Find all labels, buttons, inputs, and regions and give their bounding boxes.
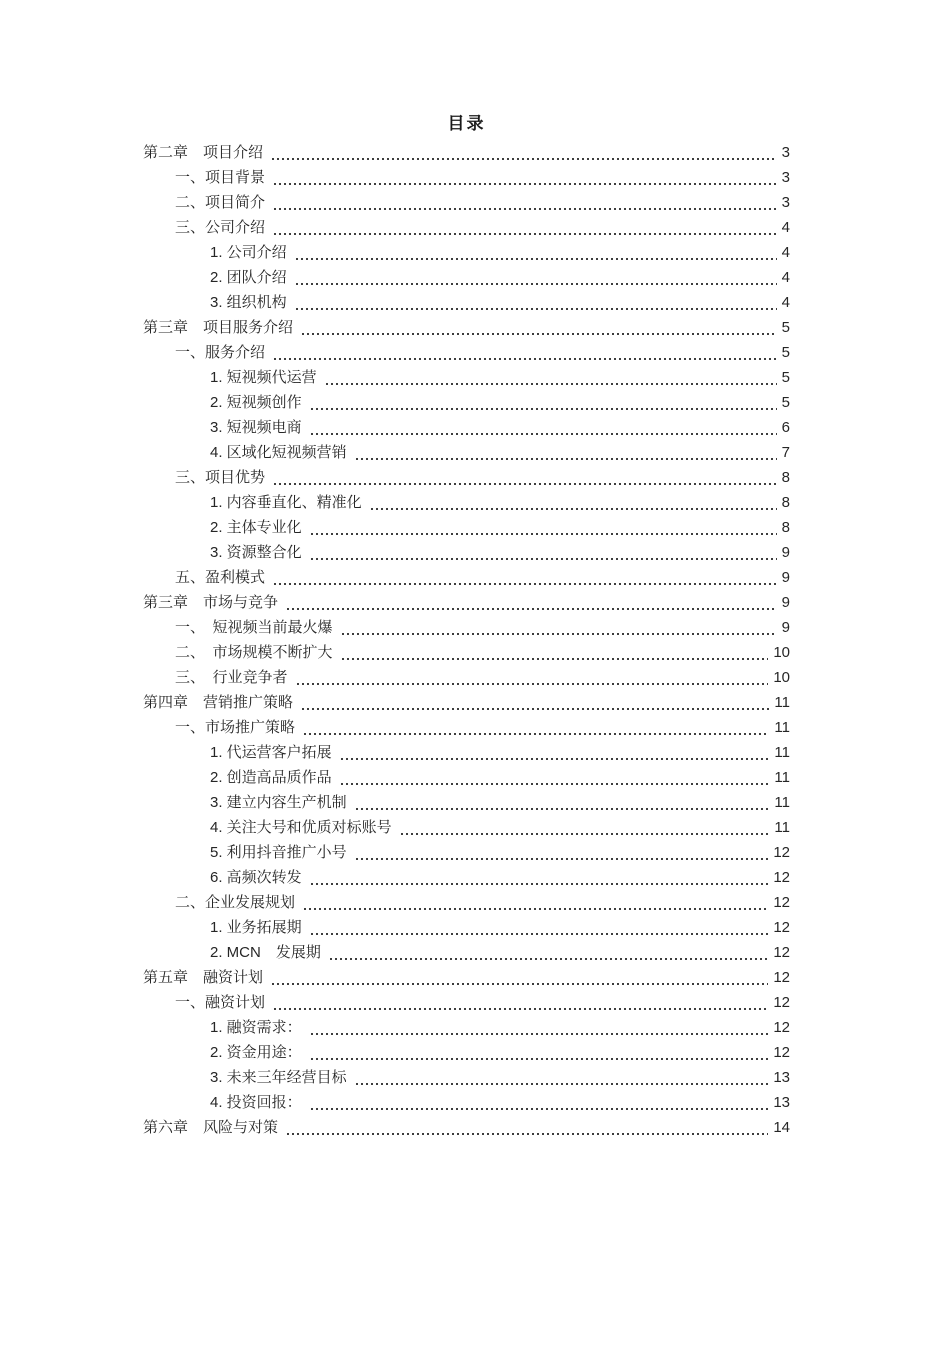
toc-entry[interactable] bbox=[143, 465, 790, 490]
toc-entry[interactable] bbox=[143, 840, 790, 865]
toc-entry-text: 一、服务介绍 bbox=[175, 344, 266, 361]
dot-leader bbox=[274, 340, 777, 365]
page-number: 4 bbox=[781, 269, 790, 286]
toc-entry[interactable] bbox=[143, 640, 790, 665]
toc-entry[interactable] bbox=[143, 565, 790, 590]
toc-entry-text: 2. 资金用途： bbox=[210, 1044, 302, 1061]
toc-entry[interactable] bbox=[143, 1065, 790, 1090]
toc-entry[interactable] bbox=[143, 1115, 790, 1140]
toc-entry[interactable] bbox=[143, 390, 790, 415]
page-number: 5 bbox=[781, 369, 790, 386]
dot-leader bbox=[302, 690, 769, 715]
dot-leader bbox=[297, 665, 769, 690]
toc-entry-text: 第二章 项目介绍 bbox=[143, 144, 264, 161]
page-number: 4 bbox=[781, 244, 790, 261]
toc-entry-text: 2. MCN 发展期 bbox=[210, 944, 321, 961]
toc-entry[interactable] bbox=[143, 690, 790, 715]
page-number: 12 bbox=[773, 1044, 790, 1061]
toc-entry[interactable] bbox=[143, 965, 790, 990]
dot-leader bbox=[311, 915, 769, 940]
page-number: 7 bbox=[781, 444, 790, 461]
dot-leader bbox=[356, 790, 770, 815]
page-number: 9 bbox=[781, 544, 790, 561]
toc-entry-text: 4. 关注大号和优质对标账号 bbox=[210, 819, 392, 836]
toc-entry-text: 3. 建立内容生产机制 bbox=[210, 794, 347, 811]
toc-entry-text: 6. 高频次转发 bbox=[210, 869, 302, 886]
toc-entry[interactable] bbox=[143, 615, 790, 640]
toc-entry[interactable] bbox=[143, 265, 790, 290]
toc-entry-text: 二、 市场规模不断扩大 bbox=[175, 644, 333, 661]
toc-entry-text: 3. 资源整合化 bbox=[210, 544, 302, 561]
dot-leader bbox=[296, 240, 777, 265]
toc-entry[interactable] bbox=[143, 540, 790, 565]
page-number: 12 bbox=[773, 994, 790, 1011]
toc-entry[interactable] bbox=[143, 415, 790, 440]
toc-entry-text: 一、项目背景 bbox=[175, 169, 266, 186]
page-number: 11 bbox=[774, 719, 790, 736]
toc-entry-text: 3. 未来三年经营目标 bbox=[210, 1069, 347, 1086]
toc-entry[interactable] bbox=[143, 790, 790, 815]
toc-entry-text: 二、项目简介 bbox=[175, 194, 266, 211]
toc-entry[interactable] bbox=[143, 215, 790, 240]
toc-entry[interactable] bbox=[143, 1090, 790, 1115]
dot-leader bbox=[342, 615, 777, 640]
page-number: 3 bbox=[781, 144, 790, 161]
toc-entry[interactable] bbox=[143, 165, 790, 190]
page-number: 9 bbox=[781, 619, 790, 636]
toc-entry-text: 1. 代运营客户拓展 bbox=[210, 744, 332, 761]
toc-entry[interactable] bbox=[143, 715, 790, 740]
toc-content bbox=[143, 110, 790, 1140]
dot-leader bbox=[311, 865, 769, 890]
toc-entry-text: 1. 短视频代运营 bbox=[210, 369, 317, 386]
dot-leader bbox=[304, 715, 769, 740]
toc-entry-text: 第三章 项目服务介绍 bbox=[143, 319, 294, 336]
dot-leader bbox=[356, 1065, 769, 1090]
dot-leader bbox=[326, 365, 777, 390]
dot-leader bbox=[356, 440, 777, 465]
toc-entry[interactable] bbox=[143, 940, 790, 965]
dot-leader bbox=[287, 1115, 768, 1140]
page-number: 11 bbox=[774, 769, 790, 786]
dot-leader bbox=[311, 415, 777, 440]
toc-entry[interactable] bbox=[143, 290, 790, 315]
toc-entry-text: 5. 利用抖音推广小号 bbox=[210, 844, 347, 861]
page-number: 9 bbox=[781, 594, 790, 611]
dot-leader bbox=[274, 565, 777, 590]
toc-entry-text: 2. 主体专业化 bbox=[210, 519, 302, 536]
toc-entry-text: 1. 公司介绍 bbox=[210, 244, 287, 261]
page-number: 8 bbox=[781, 469, 790, 486]
page-number: 13 bbox=[773, 1069, 790, 1086]
toc-entry-text: 二、企业发展规划 bbox=[175, 894, 296, 911]
toc-entry-text: 三、公司介绍 bbox=[175, 219, 266, 236]
toc-entry-text: 1. 融资需求： bbox=[210, 1019, 302, 1036]
page-number: 12 bbox=[773, 844, 790, 861]
toc-entry[interactable] bbox=[143, 765, 790, 790]
dot-leader bbox=[311, 390, 777, 415]
page-number: 12 bbox=[773, 894, 790, 911]
toc-entry-text: 一、市场推广策略 bbox=[175, 719, 296, 736]
dot-leader bbox=[304, 890, 768, 915]
toc-entry-text: 三、 行业竞争者 bbox=[175, 669, 288, 686]
dot-leader bbox=[274, 990, 768, 1015]
page-number: 12 bbox=[773, 969, 790, 986]
toc-entry-text: 4. 投资回报： bbox=[210, 1094, 302, 1111]
toc-entry-text: 五、盈利模式 bbox=[175, 569, 266, 586]
dot-leader bbox=[311, 515, 777, 540]
page-number: 4 bbox=[781, 219, 790, 236]
toc-entry[interactable] bbox=[143, 590, 790, 615]
page-number: 5 bbox=[781, 319, 790, 336]
page-number: 8 bbox=[781, 494, 790, 511]
toc-entry-text: 4. 区域化短视频营销 bbox=[210, 444, 347, 461]
dot-leader bbox=[296, 265, 777, 290]
dot-leader bbox=[274, 190, 777, 215]
toc-entry[interactable] bbox=[143, 515, 790, 540]
toc-entry[interactable] bbox=[143, 890, 790, 915]
toc-entry[interactable] bbox=[143, 490, 790, 515]
toc-entry-text: 三、项目优势 bbox=[175, 469, 266, 486]
dot-leader bbox=[274, 465, 777, 490]
toc-entry[interactable] bbox=[143, 1015, 790, 1040]
toc-entry[interactable] bbox=[143, 665, 790, 690]
toc-entry-text: 第六章 风险与对策 bbox=[143, 1119, 279, 1136]
page-number: 10 bbox=[773, 644, 790, 661]
page-number: 3 bbox=[781, 194, 790, 211]
toc-entry-text: 一、 短视频当前最火爆 bbox=[175, 619, 333, 636]
dot-leader bbox=[330, 940, 768, 965]
toc-entry[interactable] bbox=[143, 1040, 790, 1065]
page-number: 12 bbox=[773, 869, 790, 886]
page-number: 14 bbox=[773, 1119, 790, 1136]
toc-entry-text: 1. 业务拓展期 bbox=[210, 919, 302, 936]
toc-entry-text: 第四章 营销推广策略 bbox=[143, 694, 294, 711]
dot-leader bbox=[311, 540, 777, 565]
toc-entry[interactable] bbox=[143, 915, 790, 940]
dot-leader bbox=[311, 1090, 769, 1115]
dot-leader bbox=[274, 165, 777, 190]
toc-entry-text: 3. 组织机构 bbox=[210, 294, 287, 311]
toc-entry[interactable] bbox=[143, 140, 790, 165]
toc-entry[interactable] bbox=[143, 315, 790, 340]
dot-leader bbox=[341, 740, 770, 765]
dot-leader bbox=[272, 140, 777, 165]
page-number: 12 bbox=[773, 944, 790, 961]
toc-entry-text: 第三章 市场与竞争 bbox=[143, 594, 279, 611]
page-number: 5 bbox=[781, 344, 790, 361]
page-number: 13 bbox=[773, 1094, 790, 1111]
toc-entry[interactable] bbox=[143, 990, 790, 1015]
toc-list bbox=[143, 140, 790, 1140]
toc-entry[interactable] bbox=[143, 815, 790, 840]
dot-leader bbox=[296, 290, 777, 315]
dot-leader bbox=[272, 965, 768, 990]
dot-leader bbox=[302, 315, 777, 340]
dot-leader bbox=[342, 640, 769, 665]
page-number: 12 bbox=[773, 1019, 790, 1036]
toc-entry[interactable] bbox=[143, 440, 790, 465]
toc-entry-text: 3. 短视频电商 bbox=[210, 419, 302, 436]
page-number: 12 bbox=[773, 919, 790, 936]
dot-leader bbox=[311, 1015, 769, 1040]
page-number: 9 bbox=[781, 569, 790, 586]
dot-leader bbox=[341, 765, 770, 790]
page-number: 4 bbox=[781, 294, 790, 311]
dot-leader bbox=[274, 215, 777, 240]
toc-entry[interactable] bbox=[143, 740, 790, 765]
page-number: 6 bbox=[781, 419, 790, 436]
dot-leader bbox=[356, 840, 769, 865]
toc-entry[interactable] bbox=[143, 865, 790, 890]
page-number: 3 bbox=[781, 169, 790, 186]
toc-title: 目录 bbox=[447, 114, 486, 133]
toc-entry-text: 一、融资计划 bbox=[175, 994, 266, 1011]
dot-leader bbox=[311, 1040, 769, 1065]
page-number: 5 bbox=[781, 394, 790, 411]
page-number: 10 bbox=[773, 669, 790, 686]
dot-leader bbox=[401, 815, 770, 840]
toc-entry-text: 2. 团队介绍 bbox=[210, 269, 287, 286]
toc-entry[interactable] bbox=[143, 190, 790, 215]
toc-entry[interactable] bbox=[143, 240, 790, 265]
dot-leader bbox=[287, 590, 777, 615]
toc-entry-text: 2. 短视频创作 bbox=[210, 394, 302, 411]
page-number: 11 bbox=[774, 694, 790, 711]
dot-leader bbox=[371, 490, 777, 515]
toc-entry-text: 1. 内容垂直化、精准化 bbox=[210, 494, 362, 511]
toc-entry[interactable] bbox=[143, 365, 790, 390]
toc-entry-text: 第五章 融资计划 bbox=[143, 969, 264, 986]
toc-entry[interactable] bbox=[143, 340, 790, 365]
page-number: 11 bbox=[774, 794, 790, 811]
page-number: 11 bbox=[774, 819, 790, 836]
toc-entry-text: 2. 创造高品质作品 bbox=[210, 769, 332, 786]
page-number: 8 bbox=[781, 519, 790, 536]
page-number: 11 bbox=[774, 744, 790, 761]
